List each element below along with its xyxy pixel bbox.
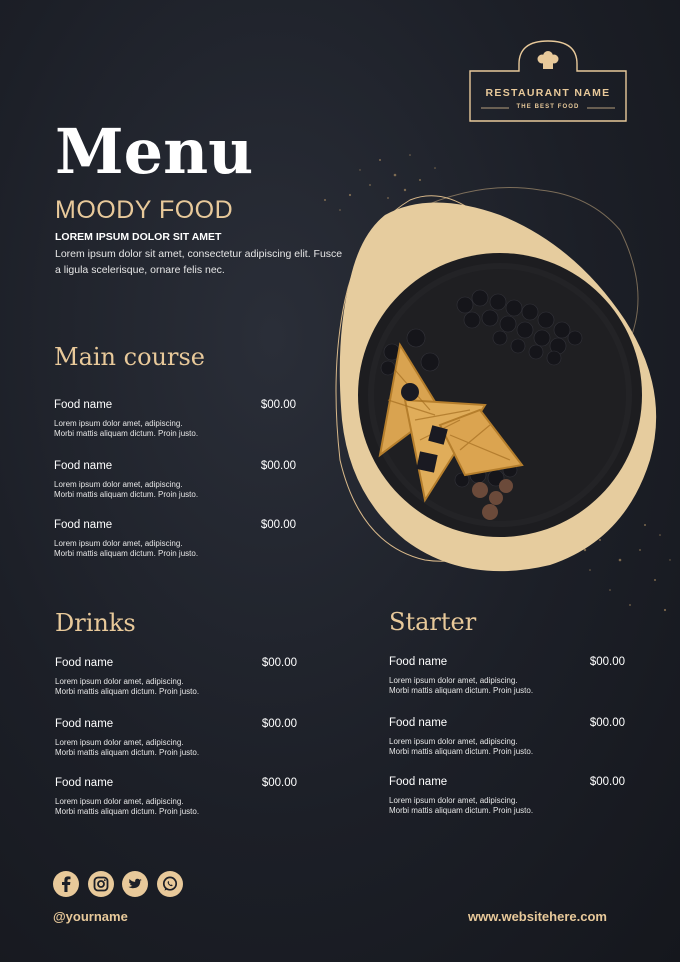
item-description: Lorem ipsum dolor amet, adipiscing. Morbi mattis aliquam dictum. Proin justo. [54,539,199,558]
item-price: $00.00 [260,399,296,411]
intro-text: Lorem ipsum dolor sit amet, consectetur adipiscing elit. Fusce a ligula scelerisque, ornare felis nec. [55,248,343,276]
menu-item [54,399,296,443]
intro-heading: LOREM IPSUM DOLOR SIT AMET [55,231,222,243]
item-description: Lorem ipsum dolor amet, adipiscing. Morbi mattis aliquam dictum. Proin justo. [54,419,199,438]
section-title-main-course: Main course [54,343,205,371]
item-description: Lorem ipsum dolor amet, adipiscing. Morbi mattis aliquam dictum. Proin justo. [55,738,200,757]
restaurant-name: RESTAURANT NAME [485,87,611,99]
item-description: Lorem ipsum dolor amet, adipiscing. Morbi mattis aliquam dictum. Proin justo. [389,737,534,756]
item-name: Food name [389,656,448,668]
chef-hat-icon [538,51,559,69]
item-name: Food name [54,399,113,411]
item-name: Food name [54,519,113,531]
facebook-icon[interactable] [53,871,79,897]
item-price: $00.00 [260,460,296,472]
whatsapp-icon[interactable] [157,871,183,897]
food-plate-image [300,140,680,630]
item-description: Lorem ipsum dolor amet, adipiscing. Morbi mattis aliquam dictum. Proin justo. [55,677,200,696]
menu-item [389,776,625,820]
item-price: $00.00 [260,519,296,531]
item-price: $00.00 [589,776,625,788]
item-price: $00.00 [589,656,625,668]
item-name: Food name [54,460,113,472]
item-price: $00.00 [589,717,625,729]
restaurant-tagline: THE BEST FOOD [516,104,580,110]
section-title-drinks: Drinks [55,609,136,637]
page-title: Menu [55,115,254,188]
menu-item [54,519,296,563]
twitter-icon[interactable] [122,871,148,897]
menu-item [55,657,297,701]
instagram-icon[interactable] [88,871,114,897]
menu-item [389,717,625,761]
menu-item [389,656,625,700]
menu-item [54,460,296,504]
menu-item [55,718,297,762]
item-price: $00.00 [261,657,297,669]
menu-item [55,777,297,821]
item-name: Food name [55,657,114,669]
item-price: $00.00 [261,777,297,789]
item-description: Lorem ipsum dolor amet, adipiscing. Morbi mattis aliquam dictum. Proin justo. [389,796,534,815]
item-name: Food name [389,717,448,729]
restaurant-logo [469,40,627,122]
item-description: Lorem ipsum dolor amet, adipiscing. Morbi mattis aliquam dictum. Proin justo. [55,797,200,816]
page-subtitle: MOODY FOOD [55,196,234,224]
social-handle[interactable]: @yourname [53,909,128,924]
website-link[interactable]: www.websitehere.com [468,909,607,924]
item-name: Food name [55,777,114,789]
section-title-starter: Starter [389,608,477,636]
item-price: $00.00 [261,718,297,730]
item-name: Food name [55,718,114,730]
item-description: Lorem ipsum dolor amet, adipiscing. Morbi mattis aliquam dictum. Proin justo. [54,480,199,499]
item-name: Food name [389,776,448,788]
item-description: Lorem ipsum dolor amet, adipiscing. Morbi mattis aliquam dictum. Proin justo. [389,676,534,695]
